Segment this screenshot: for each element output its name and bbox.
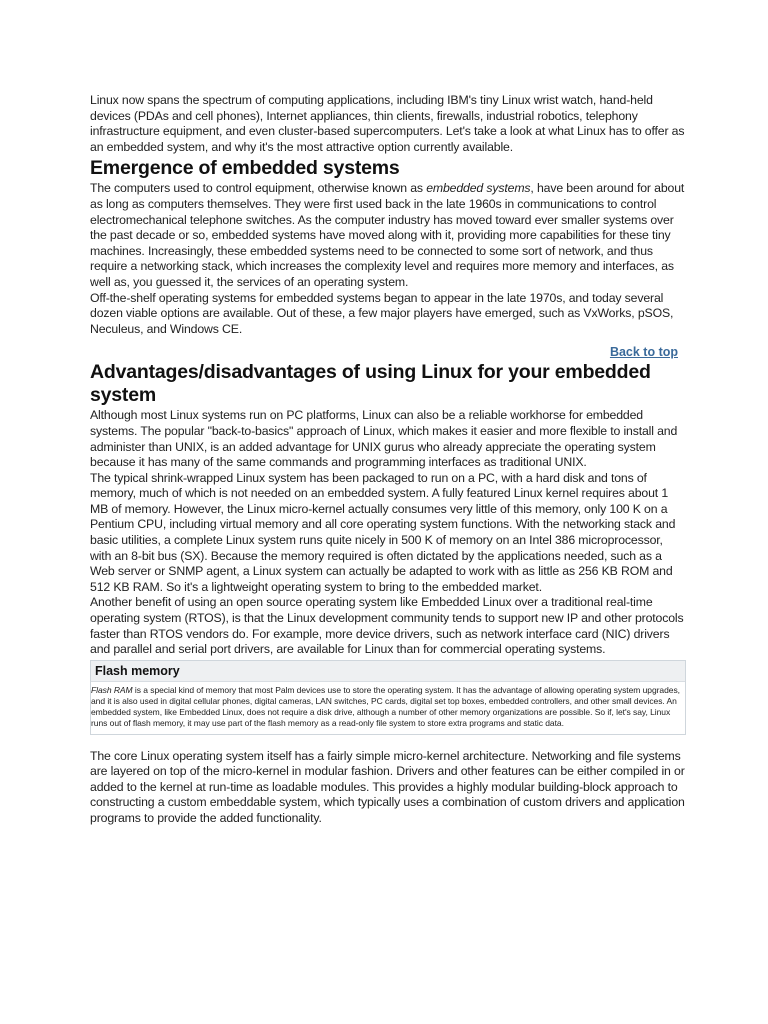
flash-ram-term: Flash RAM <box>91 684 133 695</box>
embedded-systems-term: embedded systems <box>426 181 531 196</box>
back-to-top-link[interactable]: Back to top <box>609 345 678 360</box>
spacer <box>90 735 686 749</box>
advantages-paragraph-1: Although most Linux systems run on PC platforms, Linux can also be a reliable workhorse for embedded systems. The popular "back-to-basics" approach of Linux, which makes it easier and more flexible to install and administer than UNIX, is an added advantage for UNIX gurus who already appreciate the operating system because it has many of the same commands and programming interfaces as traditional UNIX. <box>90 408 678 470</box>
sidebar-title: Flash memory <box>91 661 685 682</box>
emergence-paragraph-1 <box>90 181 686 290</box>
section-heading-emergence: Emergence of embedded systems <box>90 157 400 180</box>
back-to-top-row <box>90 343 678 359</box>
article-content <box>90 93 686 827</box>
advantages-paragraph-3: Another benefit of using an open source operating system like Embedded Linux over a traditional real-time operating system (RTOS), is that the Linux development community tends to support new IP and other protocols faster than RTOS vendors do. For example, more device drivers, such as network interface card (NIC) drivers and parallel and serial port drivers, are available for Linux than for commercial operating systems. <box>90 595 684 657</box>
emergence-p1-end: , have been around for about as long as computers themselves. They were first used back in the late 1960s in communications to control electromechanical telephone switches. As the computer industry has moved toward ever smaller systems over the past decade or so, embedded systems have moved along with it, providing more capabilities for these tiny machines. Increasingly, these embedded systems need to be connected to some sort of network, and thus require a networking stack, which increases the complexity level and requires more memory and interfaces, as well as, you guessed it, the services of an operating system. <box>90 181 685 289</box>
sidebar-body <box>91 682 685 734</box>
flash-memory-sidebar <box>90 660 686 735</box>
emergence-paragraph-2: Off-the-shelf operating systems for embedded systems began to appear in the late 1970s, and today several dozen viable options are available. Out of these, a few major players have emerged, such as VxWorks, pSOS, Neculeus, and Windows CE. <box>90 290 674 336</box>
advantages-paragraph-2: The typical shrink-wrapped Linux system has been packaged to run on a PC, with a hard disk and tons of memory, much of which is not needed on an embedded system. A fully featured Linux kernel requires about 1 MB of memory. However, the Linux micro-kernel actually consumes very little of this memory, only 100 K on a Pentium CPU, including virtual memory and all core operating system functions. With the networking stack and basic utilities, a complete Linux system runs quite nicely in 500 K of memory on an Intel 386 microprocessor, with an 8-bit bus (SX). Because the memory required is often dictated by the applications needed, such as a Web server or SNMP agent, a Linux system can actually be adapted to work with as little as 256 KB ROM and 512 KB RAM. So it's a lightweight operating system to bring to the embedded market. <box>90 470 676 594</box>
emergence-p1-start: The computers used to control equipment, otherwise known as <box>90 181 427 196</box>
sidebar-text: is a special kind of memory that most Palm devices use to store the operating system. It has the advantage of allowing operating system upgrades, and it is also used in digital cellular phones, digital cameras, LAN switches, PC cards, digital set top boxes, embedded controllers, and other small devices. An embedded system, like Embedded Linux, does not require a disk drive, although a number of other memory organizations are possible. So if, let's say, Linux runs out of flash memory, it may use part of the flash memory as a read-only file system to store extra programs and static data. <box>91 684 680 729</box>
closing-paragraph: The core Linux operating system itself has a fairly simple micro-kernel architecture. Networking and file systems are layered on top of the micro-kernel in modular fashion. Drivers and other features can be either compiled in or added to the kernel at run-time as loadable modules. This provides a highly modular building-block approach to constructing a custom embeddable system, which typically uses a combination of custom drivers and application programs to provide the added functionality. <box>90 748 685 825</box>
intro-paragraph: Linux now spans the spectrum of computing applications, including IBM's tiny Linux wrist watch, hand-held devices (PDAs and cell phones), Internet appliances, thin clients, firewalls, industrial robotics, telephony infrastructure equipment, and even cluster-based supercomputers. Let's take a look at what Linux has to offer as an embedded system, and why it's the most attractive option currently available. <box>90 93 685 154</box>
section-heading-advantages: Advantages/disadvantages of using Linux for your embedded system <box>90 361 651 407</box>
